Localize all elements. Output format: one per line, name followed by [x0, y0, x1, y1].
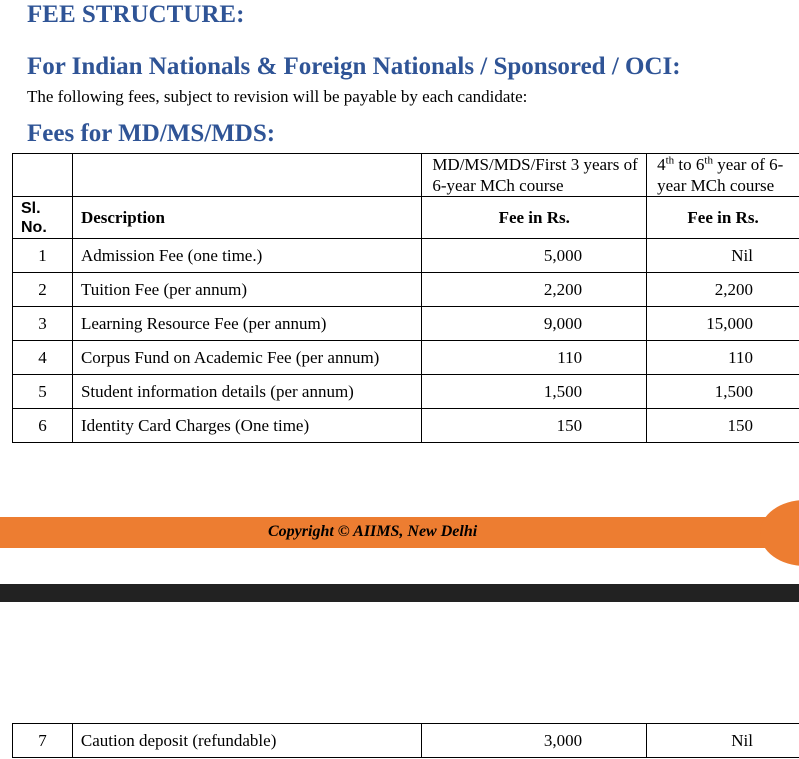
fee-table [12, 153, 799, 443]
row-fee-mch: 2,200 [647, 273, 799, 307]
table-row [13, 239, 799, 273]
course-column-header: MD/MS/MDS/First 3 years of 6-year MCh course [422, 154, 647, 197]
fee-header: Fee in Rs. [647, 197, 799, 239]
row-fee-course: 2,200 [422, 273, 647, 307]
row-description: Learning Resource Fee (per annum) [72, 307, 421, 341]
row-description: Identity Card Charges (One time) [72, 409, 421, 443]
sl-no-header: Sl. No. [13, 197, 73, 239]
empty-header-cell [72, 154, 421, 197]
row-description: Student information details (per annum) [72, 375, 421, 409]
fees-section-heading: Fees for MD/MS/MDS: [27, 120, 276, 147]
table-subheader-row [13, 197, 799, 239]
row-description: Corpus Fund on Academic Fee (per annum) [72, 341, 421, 375]
row-number: 7 [13, 724, 73, 758]
table-row [13, 307, 799, 341]
mch-column-header: 4th to 6th year of 6-year MCh course [647, 154, 799, 197]
table-row [13, 724, 799, 758]
row-number: 5 [13, 375, 73, 409]
row-fee-mch: 110 [647, 341, 799, 375]
table-header-row [13, 154, 799, 197]
row-fee-mch: 1,500 [647, 375, 799, 409]
row-description: Caution deposit (refundable) [72, 724, 421, 758]
fee-table-continued [12, 723, 799, 758]
page-separator [0, 584, 799, 602]
table-row [13, 409, 799, 443]
row-number: 1 [13, 239, 73, 273]
row-fee-course: 3,000 [422, 724, 647, 758]
table-row [13, 273, 799, 307]
row-number: 2 [13, 273, 73, 307]
row-number: 3 [13, 307, 73, 341]
row-fee-course: 9,000 [422, 307, 647, 341]
row-description: Tuition Fee (per annum) [72, 273, 421, 307]
row-description: Admission Fee (one time.) [72, 239, 421, 273]
row-fee-mch: 150 [647, 409, 799, 443]
nationality-heading: For Indian Nationals & Foreign Nationals / Sponsored / OCI: [27, 53, 681, 80]
row-fee-mch: 15,000 [647, 307, 799, 341]
row-number: 6 [13, 409, 73, 443]
row-fee-course: 150 [422, 409, 647, 443]
intro-text: The following fees, subject to revision will be payable by each candidate: [27, 87, 528, 106]
copyright-text: Copyright © AIIMS, New Delhi [268, 523, 478, 540]
row-fee-mch: Nil [647, 724, 799, 758]
row-fee-mch: Nil [647, 239, 799, 273]
row-number: 4 [13, 341, 73, 375]
row-fee-course: 5,000 [422, 239, 647, 273]
table-row [13, 341, 799, 375]
fee-header: Fee in Rs. [422, 197, 647, 239]
description-header: Description [72, 197, 421, 239]
row-fee-course: 1,500 [422, 375, 647, 409]
table-row [13, 375, 799, 409]
row-fee-course: 110 [422, 341, 647, 375]
empty-header-cell [13, 154, 73, 197]
page-title: FEE STRUCTURE: [27, 1, 245, 28]
page-number-badge [760, 500, 799, 566]
